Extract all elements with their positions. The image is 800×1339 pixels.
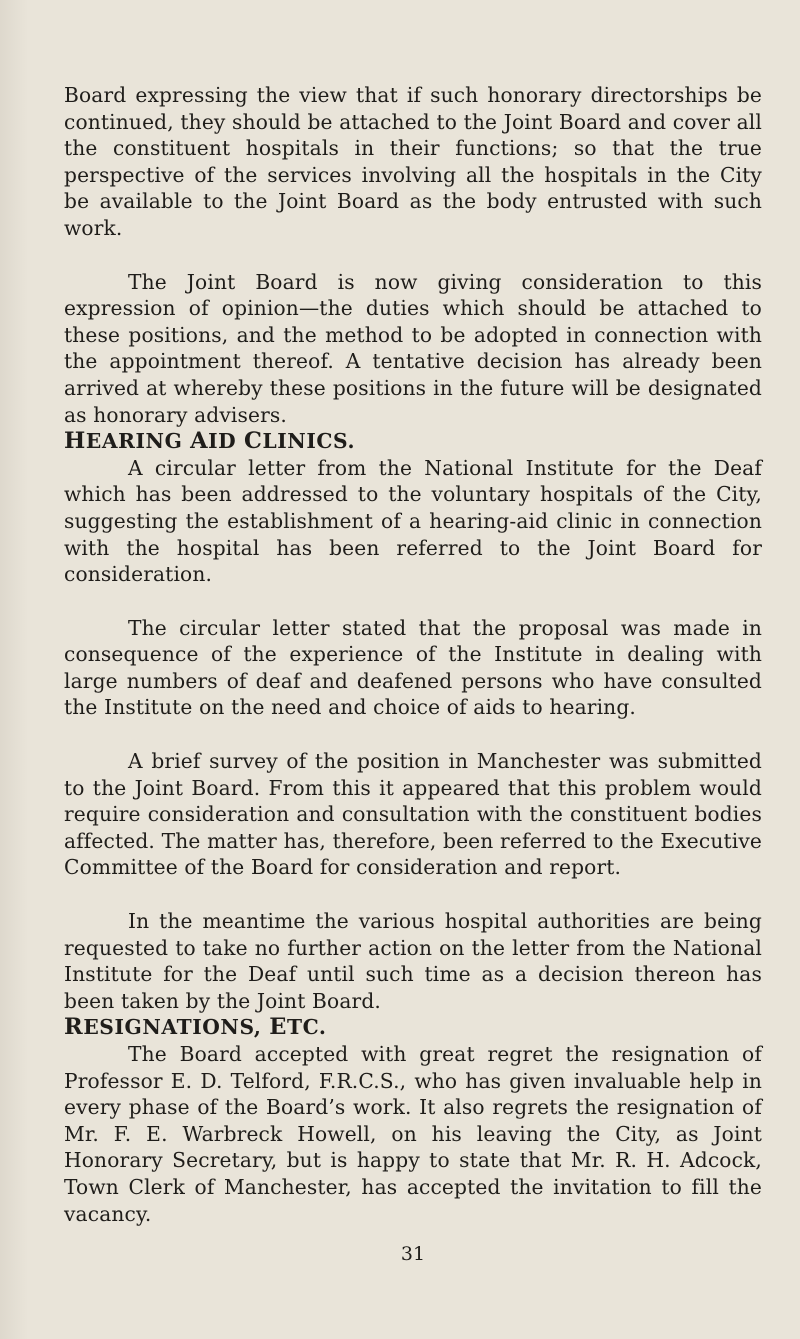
paragraph-honorary-directorships: Board expressing the view that if such honorary directorships be continued, they should be attached to the Joint Board and cover all the constituent hospitals in their functions; so that the true perspective of the services involving all the hospitals in the City be available to the Joint Board as the body entrusted with such work. (64, 83, 762, 240)
page-number: 31 (400, 1243, 426, 1265)
paragraph-circular-letter: A circular letter from the National Institute for the Deaf which has been addressed to the voluntary hospitals of the City, suggesting the establishment of a hearing-aid clinic in connection with the hospital has been referred to the Joint Board for consideration. (64, 455, 762, 587)
paragraph-joint-board-consideration: The Joint Board is now giving consideration to this expression of opinion—the duties which should be attached to these positions, and the method to be adopted in connection with the appointment thereof. A tentative decision has already been arrived at whereby these positions in the future will be designated as honorary advisers. (64, 269, 762, 427)
paragraph-meantime: In the meantime the various hospital authorities are being requested to take no further action on the letter from the National Institute for the Deaf until such time as a decision thereon has been taken by the Joint Board. (64, 909, 762, 1013)
heading-resignations: RESIGNATIONS, ETC. (64, 1014, 327, 1041)
heading-hearing-aid-clinics: HEARING AID CLINICS. (64, 428, 356, 455)
paragraph-manchester-survey: A brief survey of the position in Manchester was submitted to the Joint Board. From this it appeared that this problem would require consideration and consultation with the constituent bodies affected. The matter has, therefore, been referred to the Executive Committee of the Board for consideration and report. (64, 749, 762, 880)
paragraph-resignations: The Board accepted with great regret the resignation of Professor E. D. Telford, F.R.C.S., who has given invaluable help in every phase of the Board’s work. It also regrets the resignation of Mr. F. E. Warbreck Howell, on his leaving the City, as Joint Honorary Secretary, but is happy to state that Mr. R. H. Adcock, Town Clerk of Manchester, has accepted the invitation to fill the vacancy. (64, 1042, 762, 1226)
paragraph-circular-letter-stated: The circular letter stated that the proposal was made in consequence of the experience of the Institute in dealing with large numbers of deaf and deafened persons who have consulted the Institute on the need and choice of aids to hearing. (64, 615, 762, 720)
